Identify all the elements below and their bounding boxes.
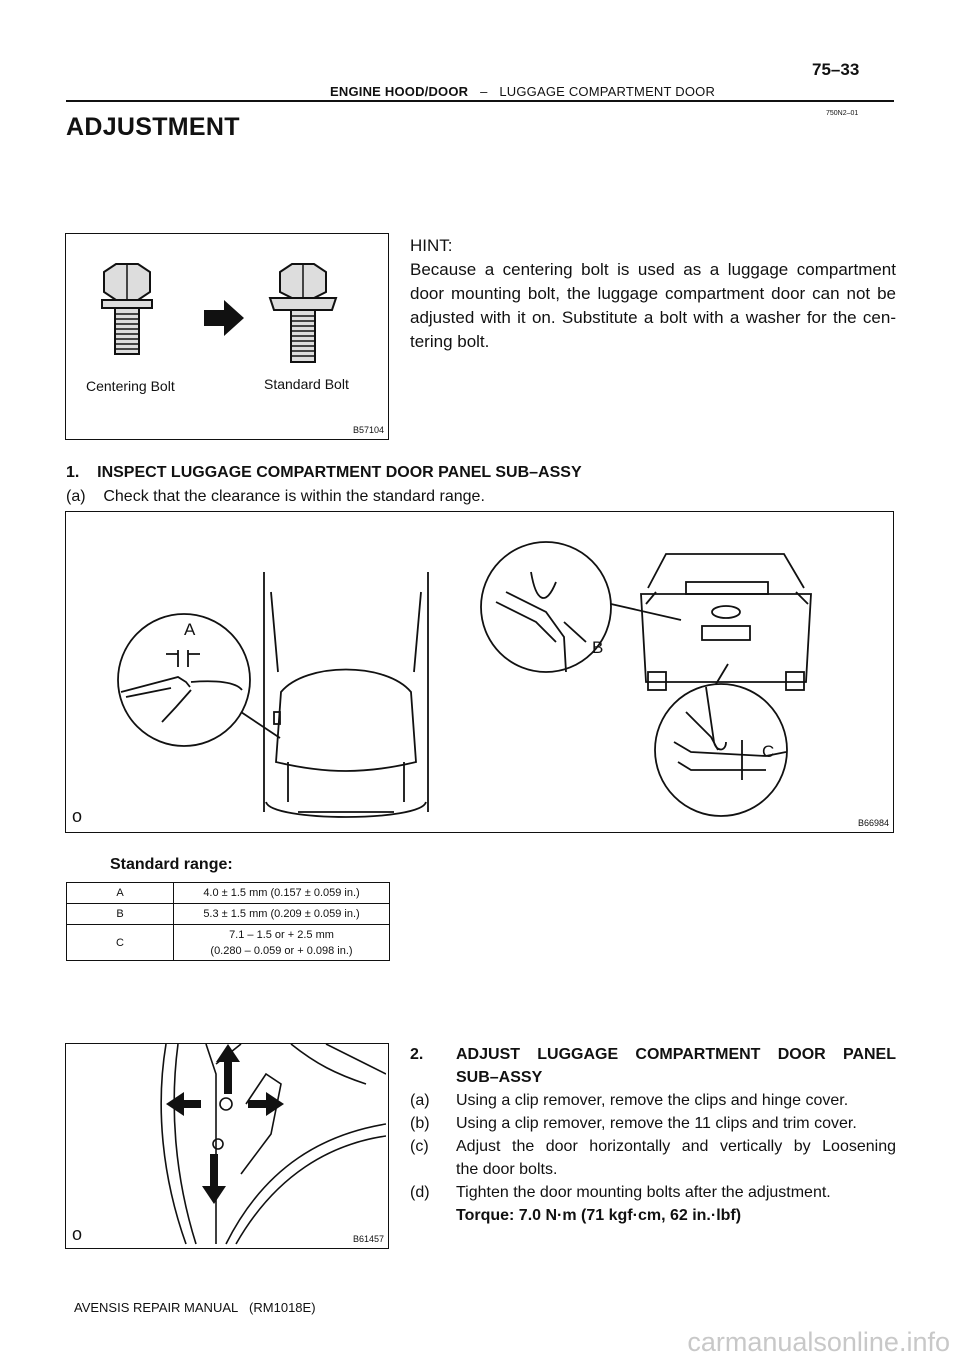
step1-a: (a) Check that the clearance is within the standard range. [66, 488, 485, 505]
figure-id: B66984 [857, 818, 889, 828]
figure-corner-mark: o [72, 1224, 83, 1244]
hint-line: door mounting bolt, the luggage compartment door can not be [410, 284, 896, 303]
list-item [410, 1089, 896, 1112]
figure-bolts [65, 233, 389, 440]
hint-line: adjusted with it on. Substitute a bolt with a washer for the cen- [410, 308, 896, 327]
arrow-up-icon [216, 1044, 240, 1094]
step2-heading [410, 1043, 896, 1089]
table-row [67, 904, 390, 925]
step1-heading: 1. INSPECT LUGGAGE COMPARTMENT DOOR PANEL SUB–ASSY [66, 464, 582, 481]
step2-number: 2. [410, 1046, 424, 1063]
watermark: carmanualsonline.info [687, 1327, 950, 1357]
list-item-text: Using a clip remover, remove the 11 clips and trim cover. [456, 1115, 857, 1132]
spec-key: B [67, 904, 174, 925]
clearance-illustration [66, 512, 891, 830]
figure-clearance [65, 511, 894, 833]
label-b: B [592, 638, 604, 657]
hinge-illustration [66, 1044, 386, 1246]
torque-spec: Torque: 7.0 N·m (71 kgf·cm, 62 in.·lbf) [456, 1207, 742, 1224]
step2-heading-line: ADJUST LUGGAGE COMPARTMENT DOOR PANEL [456, 1046, 896, 1063]
page-title: ADJUSTMENT [66, 113, 240, 141]
label-a: A [184, 620, 196, 639]
centering-bolt-icon [102, 264, 152, 354]
arrow-right-icon [204, 300, 244, 336]
section-separator: – [480, 84, 488, 99]
label-c: C [762, 742, 775, 761]
list-item-tag: (d) [410, 1184, 430, 1201]
hint-block [410, 234, 896, 354]
section-header [330, 84, 715, 99]
spec-value-line: 7.1 – 1.5 or + 2.5 mm [229, 928, 334, 941]
list-item-text: Using a clip remover, remove the clips and hinge cover. [456, 1092, 849, 1109]
figure-corner-mark: o [72, 806, 83, 826]
table-row [67, 883, 390, 904]
footer: AVENSIS REPAIR MANUAL (RM1018E) [74, 1300, 316, 1315]
spec-value: 5.3 ± 1.5 mm (0.209 ± 0.059 in.) [174, 904, 390, 925]
spec-value-multi [174, 925, 390, 961]
label-standard-bolt: Standard Bolt [264, 376, 349, 392]
bolt-illustration [66, 234, 386, 437]
hint-label: HINT: [410, 236, 453, 255]
arrow-down-icon [202, 1154, 226, 1204]
spec-value: 4.0 ± 1.5 mm (0.157 ± 0.059 in.) [174, 883, 390, 904]
spec-key: C [67, 925, 174, 961]
label-centering-bolt: Centering Bolt [86, 378, 175, 394]
spec-key: A [67, 883, 174, 904]
table-row [67, 925, 390, 961]
list-item-tag: (b) [410, 1115, 430, 1132]
standard-range-table [66, 882, 390, 961]
list-item [410, 1112, 896, 1135]
figure-id: B61457 [352, 1234, 384, 1244]
car-top-view [264, 572, 428, 817]
list-item-text: Tighten the door mounting bolts after the adjustment. [456, 1184, 831, 1201]
car-rear-view [641, 554, 811, 690]
header-rule [66, 100, 894, 102]
hint-line: Because a centering bolt is used as a luggage compartment [410, 260, 896, 279]
figure-hinge [65, 1043, 389, 1249]
section-subtitle: LUGGAGE COMPARTMENT DOOR [499, 84, 716, 99]
standard-range-label: Standard range: [110, 856, 233, 873]
step2-heading-line: SUB–ASSY [456, 1069, 543, 1086]
list-item [410, 1135, 896, 1181]
list-item [410, 1181, 896, 1227]
list-item-text: Adjust the door horizontally and vertically by Loosening [456, 1138, 896, 1155]
list-item-tag: (c) [410, 1138, 429, 1155]
spec-value-line: (0.280 – 0.059 or + 0.098 in.) [210, 944, 353, 957]
doc-code: 750N2–01 [826, 110, 859, 117]
standard-bolt-icon [270, 264, 336, 362]
section-title: ENGINE HOOD/DOOR [330, 84, 469, 99]
page-number: 75–33 [812, 60, 860, 79]
step2-block [410, 1043, 896, 1227]
list-item-text: the door bolts. [456, 1161, 558, 1178]
list-item-tag: (a) [410, 1092, 430, 1109]
hint-line: tering bolt. [410, 332, 490, 351]
figure-id: B57104 [352, 425, 384, 435]
arrow-left-icon [166, 1092, 201, 1116]
